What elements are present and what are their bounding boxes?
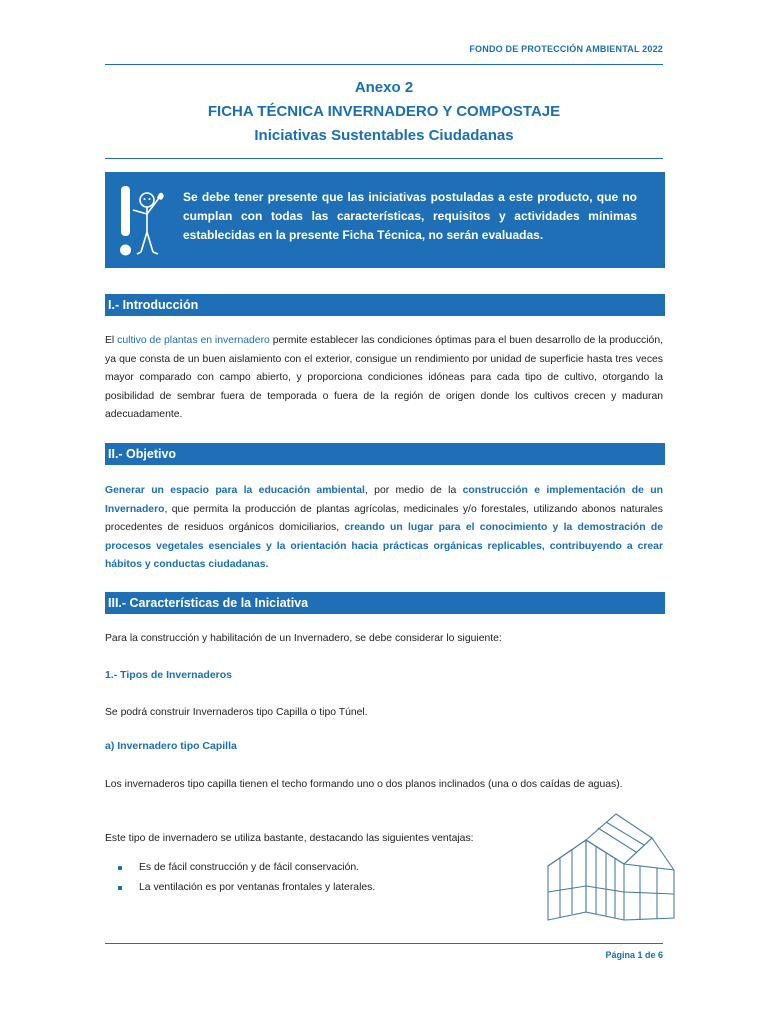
intro-paragraph: El cultivo de plantas en invernadero permite establecer las condiciones óptimas para el buen desarrollo de la producción, ya que consta de un buen aislamiento con el exterior, consigue un rendimiento por unidad de superficie hasta tres veces mayor comparado con campo abierto, y proporciona condiciones idóneas para cada tipo de cultivo, otorgando la posibilidad de sembrar fuera de temporada o fuera de la región de origen donde los cultivos crecen y maduran adecuadamente. xyxy=(105,335,663,420)
title-divider xyxy=(105,158,663,159)
subheading-invernadero-capilla: a) Invernadero tipo Capilla xyxy=(105,740,237,752)
subheading-tipos-invernaderos: 1.- Tipos de Invernaderos xyxy=(105,669,233,681)
advantages-intro: Este tipo de invernadero se utiliza bastante, destacando las siguientes ventajas: xyxy=(105,833,474,844)
exclamation-character-icon xyxy=(115,180,167,260)
section-heading-caracteristicas: III.- Características de la Iniciativa xyxy=(105,592,665,614)
title-block xyxy=(105,76,663,148)
objective-paragraph: Generar un espacio para la educación ambiental, por medio de la construcción e implementación de un Invernadero, que permita la producción de plantas agrícolas, medicinales y/o forestales, utilizando abonos naturales procedentes de residuos orgánicos domiciliarios, creando un lugar para el conocimiento y la demostración de procesos vegetales esenciales y la orientación hacia prácticas orgánicas replicables, contribuyendo a crear hábitos y conductas ciudadanas. xyxy=(105,485,663,570)
header-fund-label: FONDO DE PROTECCIÓN AMBIENTAL 2022 xyxy=(469,44,663,54)
advantages-list xyxy=(118,858,375,898)
list-item: La ventilación es por ventanas frontales y laterales. xyxy=(118,878,375,898)
bullet-icon xyxy=(118,886,122,890)
annex-title: Anexo 2 xyxy=(354,79,414,96)
greenhouse-capilla-icon xyxy=(540,808,680,924)
notice-box xyxy=(105,172,665,268)
capilla-paragraph: Los invernaderos tipo capilla tienen el techo formando uno o dos planos inclinados (una o dos caídas de aguas). xyxy=(105,779,623,790)
footer-divider xyxy=(105,943,663,944)
bullet-icon xyxy=(118,866,122,870)
intro-highlight: cultivo de plantas en invernadero xyxy=(117,335,270,346)
page-number: Página 1 de 6 xyxy=(605,950,663,960)
header-divider xyxy=(105,64,663,65)
document-title: FICHA TÉCNICA INVERNADERO Y COMPOSTAJE xyxy=(207,103,561,120)
list-item: Es de fácil construcción y de fácil conservación. xyxy=(118,858,375,878)
tipos-text: Se podrá construir Invernaderos tipo Capilla o tipo Túnel. xyxy=(105,707,368,718)
characteristics-intro: Para la construcción y habilitación de un Invernadero, se debe considerar lo siguiente: xyxy=(105,633,502,644)
section-heading-introduccion: I.- Introducción xyxy=(105,294,665,316)
notice-text: Se debe tener presente que las iniciativas postuladas a este producto, que no cumplan con todas las características, requisitos y actividades mínimas establecidas en la presente Ficha Técnica, no serán evaluadas. xyxy=(183,190,637,242)
document-subtitle: Iniciativas Sustentables Ciudadanas xyxy=(254,127,514,144)
section-heading-objetivo: II.- Objetivo xyxy=(105,443,665,465)
